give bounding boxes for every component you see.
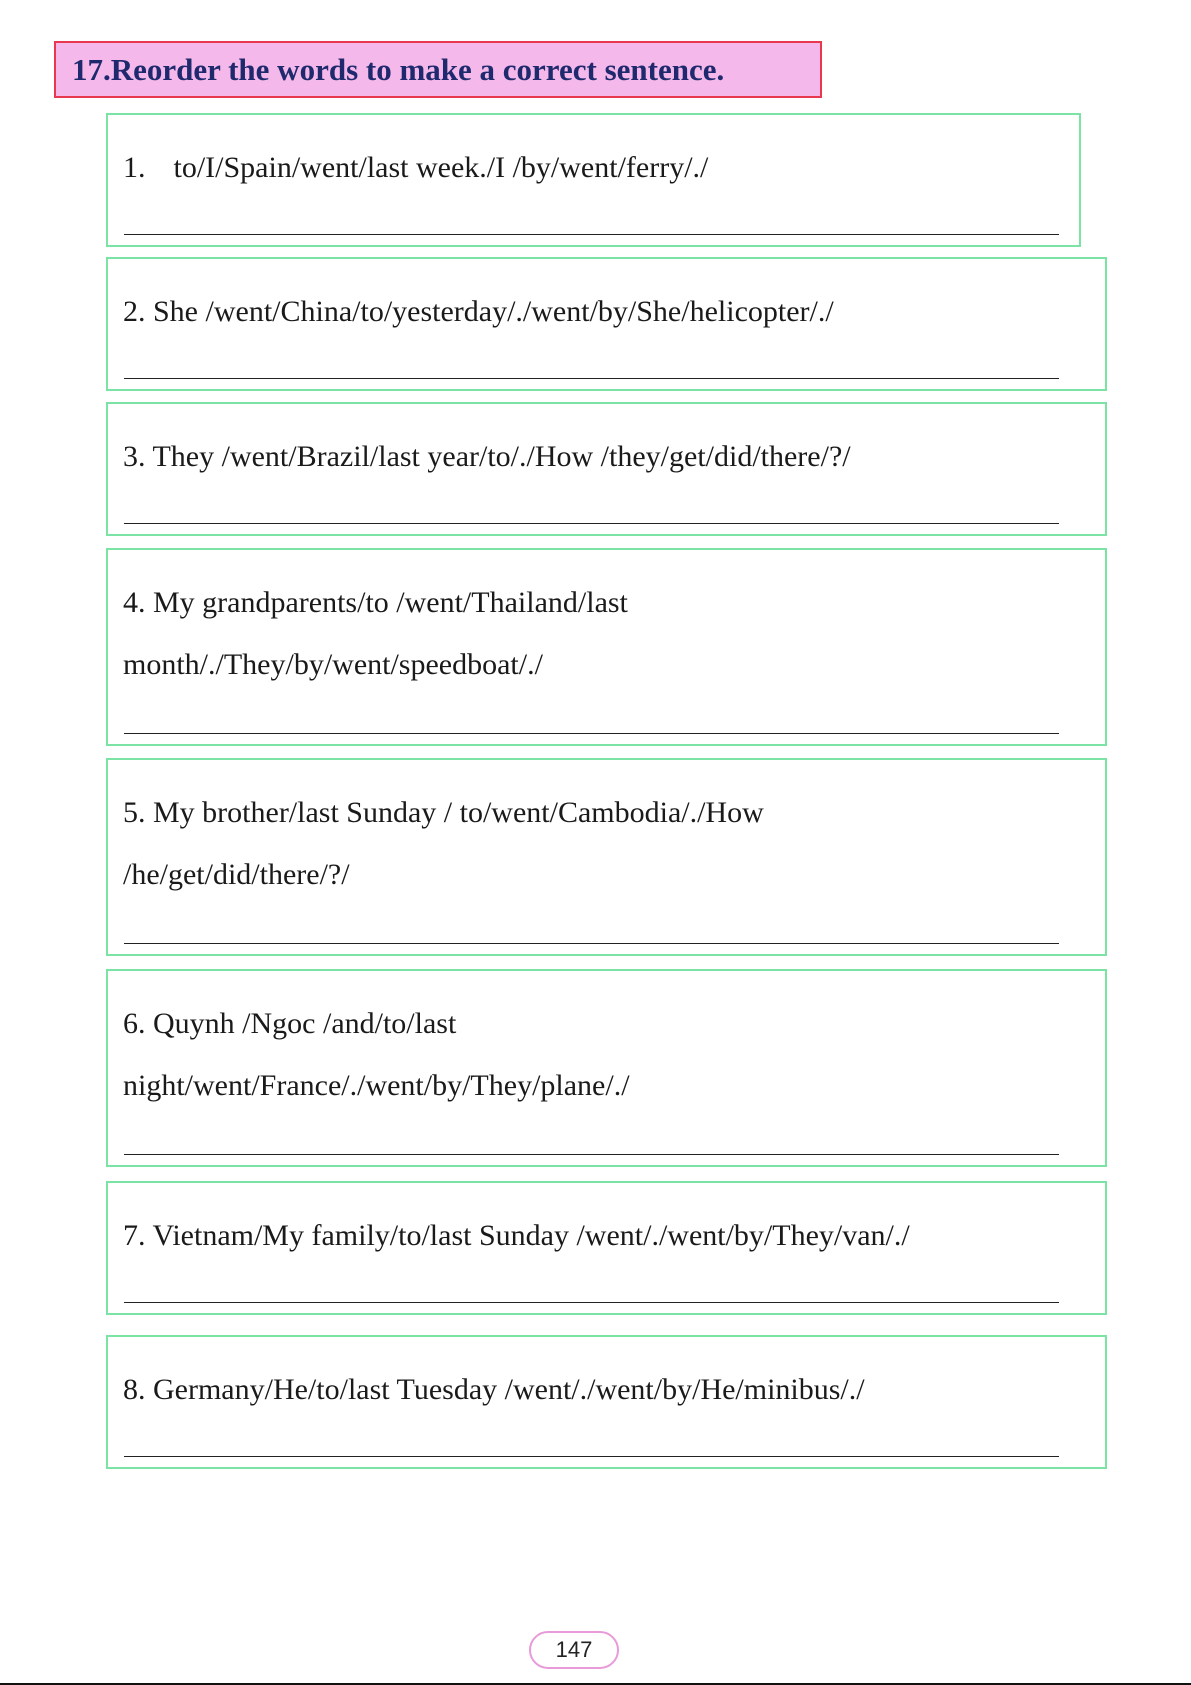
- question-4-number: 4.: [123, 586, 146, 619]
- question-1-answer-line[interactable]: [124, 234, 1059, 235]
- question-3-words: They /went/Brazil/last year/to/./How /they/get/did/there/?/: [152, 440, 851, 473]
- question-8-words: Germany/He/to/last Tuesday /went/./went/by/He/minibus/./: [153, 1373, 865, 1406]
- question-5-words-line-1: My brother/last Sunday / to/went/Cambodia/./How: [153, 796, 764, 829]
- question-1-box: [106, 113, 1081, 247]
- question-4-words-line-1: My grandparents/to /went/Thailand/last: [153, 586, 628, 619]
- question-8-prompt: [123, 1359, 865, 1421]
- question-3-number: 3.: [123, 440, 146, 473]
- question-4-box: [106, 548, 1107, 746]
- question-1-number: 1.: [123, 151, 146, 184]
- question-5-words-line-2: /he/get/did/there/?/: [123, 858, 350, 891]
- question-7-box: [106, 1181, 1107, 1315]
- question-3-answer-line[interactable]: [124, 523, 1059, 524]
- exercise-title: 17.Reorder the words to make a correct sentence.: [72, 51, 725, 87]
- question-6-prompt: [123, 993, 630, 1117]
- question-2-answer-line[interactable]: [124, 378, 1059, 379]
- question-8-box: [106, 1335, 1107, 1469]
- question-5-number: 5.: [123, 796, 146, 829]
- exercise-title-box: [54, 41, 822, 98]
- question-6-words-line-1: Quynh /Ngoc /and/to/last: [153, 1007, 457, 1040]
- page-number: 147: [555, 1637, 593, 1662]
- question-1-words: to/I/Spain/went/last week./I /by/went/ferry/./: [173, 151, 709, 184]
- question-5-box: [106, 758, 1107, 956]
- question-4-answer-line[interactable]: [124, 733, 1059, 734]
- question-5-prompt: [123, 782, 764, 906]
- question-1-prompt: [123, 137, 708, 199]
- question-6-number: 6.: [123, 1007, 146, 1040]
- question-2-number: 2.: [123, 295, 146, 328]
- question-5-answer-line[interactable]: [124, 943, 1059, 944]
- question-2-box: [106, 257, 1107, 391]
- question-7-prompt: [123, 1205, 910, 1267]
- question-2-prompt: [123, 281, 834, 343]
- question-2-words: She /went/China/to/yesterday/./went/by/She/helicopter/./: [153, 295, 834, 328]
- question-6-box: [106, 969, 1107, 1167]
- page-number-badge: [529, 1631, 619, 1669]
- question-4-words-line-2: month/./They/by/went/speedboat/./: [123, 648, 543, 681]
- question-8-number: 8.: [123, 1373, 146, 1406]
- question-3-box: [106, 402, 1107, 536]
- question-4-prompt: [123, 572, 628, 696]
- question-7-words: Vietnam/My family/to/last Sunday /went/./went/by/They/van/./: [152, 1219, 910, 1252]
- question-6-words-line-2: night/went/France/./went/by/They/plane/./: [123, 1069, 630, 1102]
- question-7-answer-line[interactable]: [124, 1302, 1059, 1303]
- question-3-prompt: [123, 426, 851, 488]
- question-8-answer-line[interactable]: [124, 1456, 1059, 1457]
- question-7-number: 7.: [123, 1219, 146, 1252]
- question-6-answer-line[interactable]: [124, 1154, 1059, 1155]
